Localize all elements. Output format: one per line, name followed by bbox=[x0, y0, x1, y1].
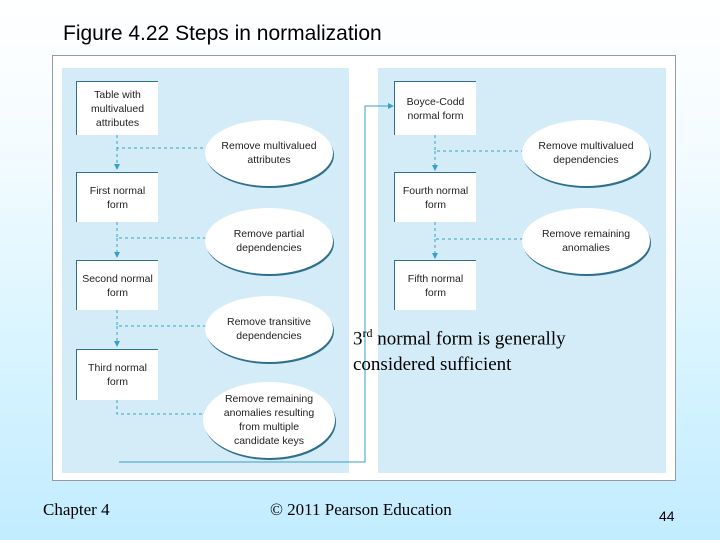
normalization-figure bbox=[52, 55, 676, 481]
step-remove-transitive-dependencies: Remove transitive dependencies bbox=[205, 296, 333, 362]
note-body: normal form is generally considered sufficient bbox=[353, 328, 566, 376]
page-number: 44 bbox=[659, 508, 675, 524]
step-remove-multivalued-dependencies: Remove multivalued dependencies bbox=[522, 120, 650, 186]
note-superscript: rd bbox=[362, 326, 373, 340]
nf-box-second: Second normal form bbox=[76, 260, 158, 310]
step-remove-multivalued-attributes: Remove multivalued attributes bbox=[205, 120, 333, 186]
nf-box-boyce-codd: Boyce-Codd normal form bbox=[394, 81, 476, 135]
note-prefix: 3 bbox=[353, 328, 363, 350]
note-text bbox=[353, 320, 593, 378]
step-remove-remaining-anomalies: Remove remaining anomalies bbox=[522, 208, 650, 274]
footer-chapter: Chapter 4 bbox=[43, 500, 110, 519]
nf-box-fourth: Fourth normal form bbox=[394, 172, 476, 222]
nf-box-fifth: Fifth normal form bbox=[394, 260, 476, 310]
nf-box-unnormalized: Table with multivalued attributes bbox=[76, 81, 158, 135]
nf-box-first: First normal form bbox=[76, 172, 158, 222]
step-remove-partial-dependencies: Remove partial dependencies bbox=[205, 208, 333, 274]
footer-copyright: © 2011 Pearson Education bbox=[270, 500, 452, 519]
slide-title: Figure 4.22 Steps in normalization bbox=[63, 22, 382, 45]
nf-box-third: Third normal form bbox=[76, 349, 158, 400]
step-remove-candidate-key-anomalies: Remove remaining anomalies resulting from multiple candidate keys bbox=[203, 382, 335, 458]
